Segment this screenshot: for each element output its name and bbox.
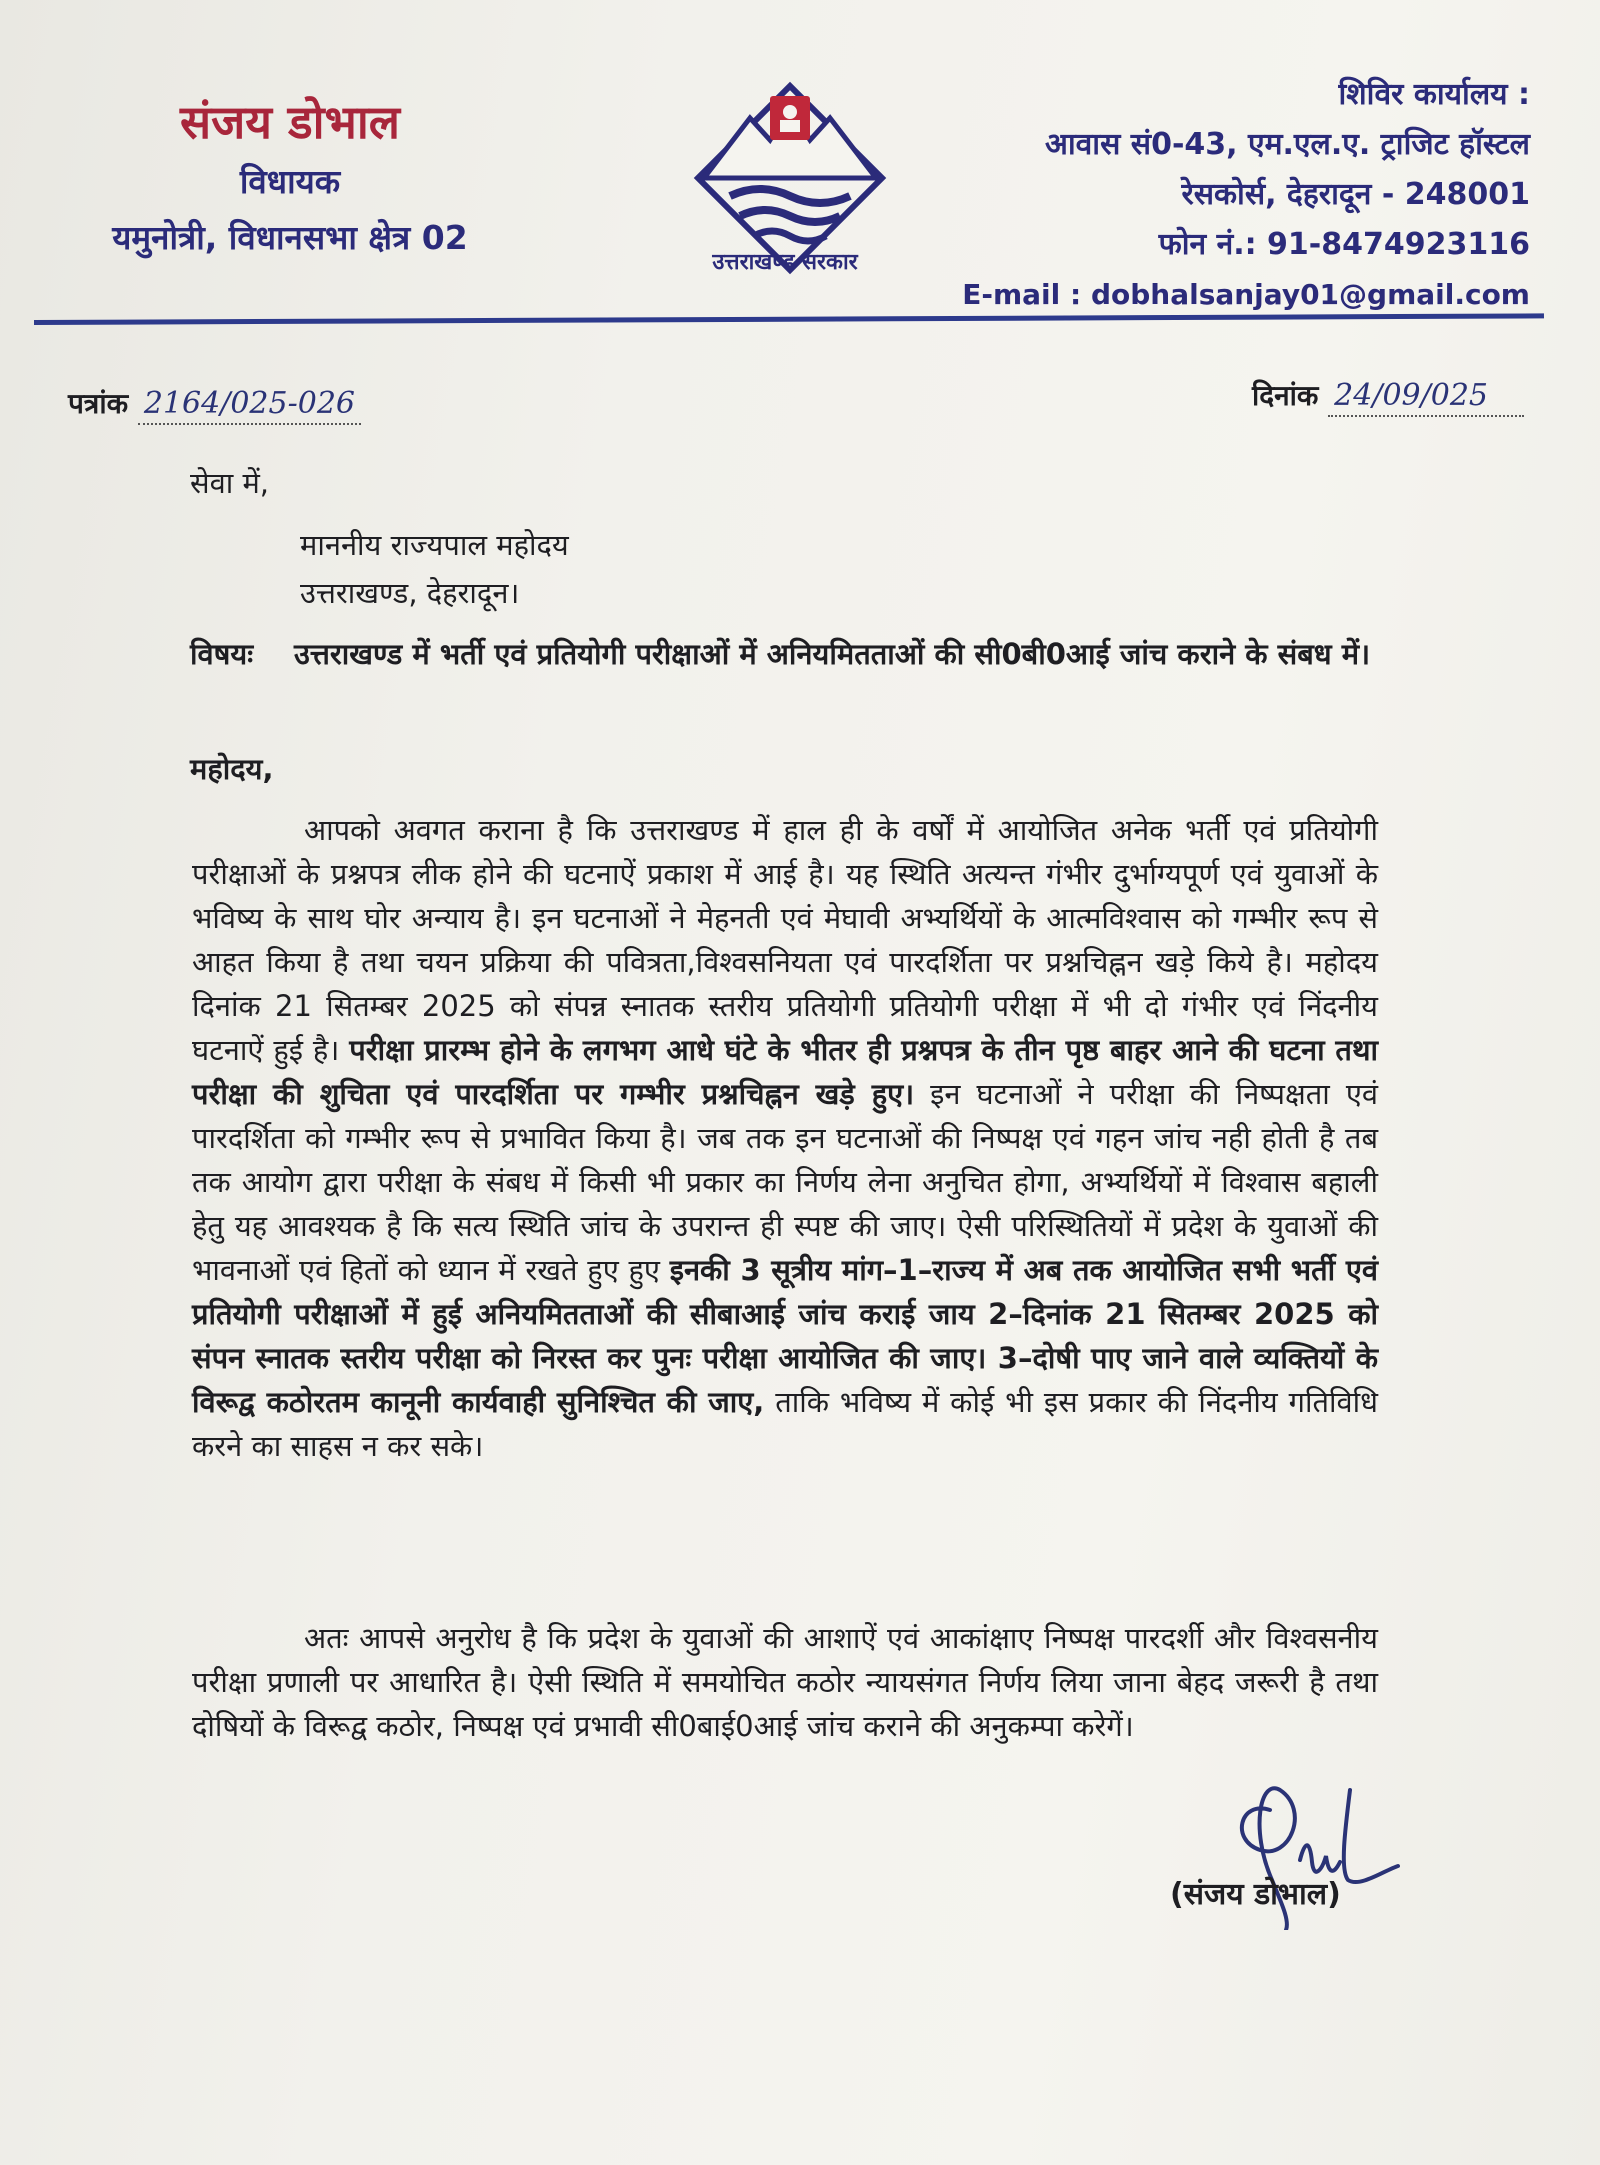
paragraph-1-bold-1: परीक्षा प्रारम्भ होने के लगभग आधे घंटे के भीतर ही प्रश्नपत्र के तीन पृष्ठ बाहर आने की घटना तथा परीक्षा की शुचिता एवं पारदर्शिता पर गम्भीर प्रश्नचिह्नन खड़े हुए। bbox=[192, 1033, 1379, 1111]
letterhead-sender bbox=[0, 92, 560, 262]
reference-label: पत्रांक bbox=[68, 387, 129, 420]
body-paragraph-1 bbox=[192, 808, 1378, 1468]
letter-date bbox=[1252, 376, 1524, 414]
date-value: 24/09/025 bbox=[1328, 378, 1524, 417]
body-paragraph-2: अतः आपसे अनुरोध है कि प्रदेश के युवाओं की आशाऐं एवं आकांक्षाए निष्पक्ष पारदर्शी और विश्वसनीय परीक्षा प्रणाली पर आधारित है। ऐसी स्थिति में समयोचित कठोर न्यायसंगत निर्णय लिया जाना बेहद जरूरी है तथा दोषियों के विरूद्व कठोर, निष्पक्ष एवं प्रभावी सी0बाई0आई जांच कराने की अनुकम्पा करेगें। bbox=[192, 1621, 1378, 1743]
paragraph-1-part-1: आपको अवगत कराना है कि उत्तराखण्ड में हाल ही के वर्षों में आयोजित अनेक भर्ती एवं प्रतियोगी परीक्षाओं के प्रश्नपत्र लीक होने की घटनाऐं प्रकाश में आई है। यह स्थिति अत्यन्त गंभीर दुर्भाग्यपूर्ण एवं युवाओं के भविष्य के साथ घोर अन्याय है। इन घटनाओं ने मेहनती एवं मेघावी अभ्यर्थियों के आत्मविश्वास को गम्भीर रूप से आहत किया है तथा चयन प्रक्रिया की पवित्रता,विश्वसनियता एवं पारदर्शिता पर प्रश्नचिह्नन खड़े किये है। महोदय दिनांक 21 सितम्बर 2025 को संपन्न स्नातक स्तरीय प्रतियोगी प्रतियोगी परीक्षा में भी दो गंभीर एवं निंदनीय घटनाऐं हुई है। bbox=[192, 813, 1378, 1067]
addressee-line-2: उत्तराखण्ड, देहरादून। bbox=[300, 576, 520, 610]
sender-constituency: यमुनोत्री, विधानसभा क्षेत्र 02 bbox=[112, 218, 468, 257]
letterhead-divider bbox=[34, 313, 1544, 325]
email-address: E-mail : dobhalsanjay01@gmail.com bbox=[962, 278, 1530, 311]
emblem-caption: उत्तराखण्ड सरकार bbox=[712, 250, 858, 275]
paragraph-1-bold-2: इनकी 3 सूत्रीय मांग–1–राज्य में अब तक आयोजित सभी भर्ती एवं प्रतियोगी परीक्षाओं में हुई अनियमितताओं की सीबाआई जांच कराई जाय 2–दिनांक 21 सितम्बर 2025 को संपन स्नातक स्तरीय परीक्षा को निरस्त कर पुनः परीक्षा आयोजित की जाए। 3–दोषी पाए जाने वाले व्यक्तियों के विरूद्व कठोरतम कानूनी कार्यवाही सुनिश्चित की जाए, bbox=[192, 1253, 1378, 1419]
address-line-2: रेसकोर्स, देहरादून - 248001 bbox=[1181, 177, 1530, 212]
addressee-line-1: माननीय राज्यपाल महोदय bbox=[300, 528, 569, 562]
reference-value: 2164/025-026 bbox=[138, 386, 361, 425]
sender-designation: विधायक bbox=[239, 162, 341, 201]
sender-name: संजय डोभाल bbox=[180, 95, 400, 149]
salutation-to: सेवा में, bbox=[190, 466, 270, 500]
address-line-1: आवास सं0-43, एम.एल.ए. ट्राजिट हॉस्टल bbox=[1044, 127, 1530, 162]
date-label: दिनांक bbox=[1252, 379, 1319, 412]
subject-label: विषयः bbox=[190, 637, 254, 671]
phone-number: फोन नं.: 91-8474923116 bbox=[1158, 227, 1530, 262]
paragraph-1-part-2: इन घटनाओं ने परीक्षा की निष्पक्षता एवं पारदर्शिता को गम्भीर रूप से प्रभावित किया है। जब तक इन घटनाओं की निष्पक्ष एवं गहन जांच नही होती है तब तक आयोग द्वारा परीक्षा के संबध में किसी भी प्रकार का निर्णय लेना अनुचित होगा, अभ्यर्थियों में विश्वास बहाली हेतु यह आवश्यक है कि सत्य स्थिति जांच के उपरान्त ही स्पष्ट की जाए। ऐसी परिस्थितियों में प्रदेश के युवाओं की भावनाओं एवं हितों को ध्यान में रखते हुए हुए bbox=[192, 1077, 1378, 1287]
office-label: शिविर कार्यालय : bbox=[1338, 77, 1530, 112]
reference-number bbox=[68, 384, 361, 422]
subject-line bbox=[190, 632, 1390, 676]
signatory-name: (संजय डोभाल) bbox=[1170, 1877, 1341, 1912]
salutation: महोदय, bbox=[190, 752, 274, 786]
paragraph-1-part-3: ताकि भविष्य में कोई भी इस प्रकार की निंदनीय गतिविधि करने का साहस न कर सके। bbox=[192, 1385, 1378, 1463]
subject-text: उत्तराखण्ड में भर्ती एवं प्रतियोगी परीक्षाओं में अनियमितताओं की सी0बी0आई जांच कराने के संबध में। bbox=[294, 637, 1371, 671]
letterhead-contact bbox=[830, 70, 1530, 320]
